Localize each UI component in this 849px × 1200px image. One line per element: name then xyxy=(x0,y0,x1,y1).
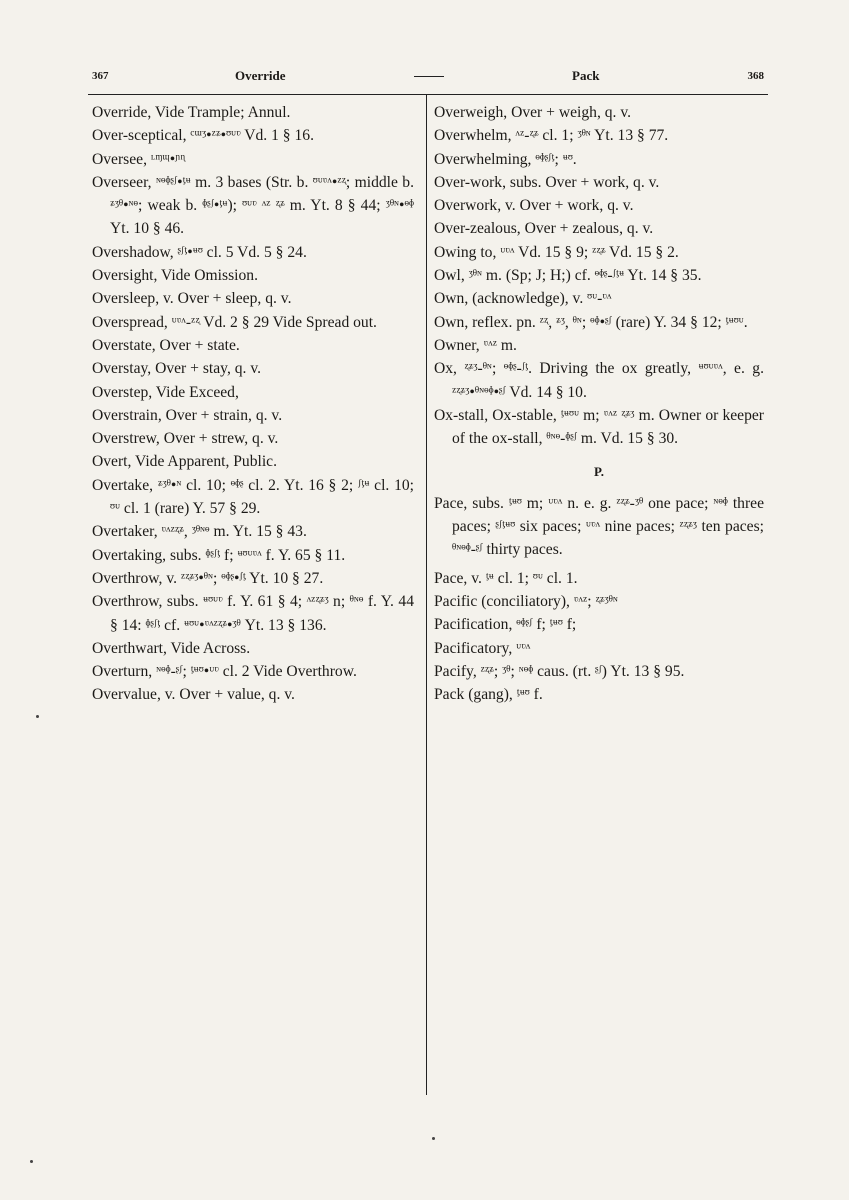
entry-pace-noun: Pace, subs. ᶵᶶᶷ m; ᶸᶹᶺ n. e. g. ᶻᶼᶽ-ᶾᶿ one pace; ᶰᶱᶲ three paces; ᶳᶴᶵᶶᶷ six paces; ᶸᶹᶺ nine paces; ᶻᶼᶽᶾ ten paces; ᶿᶰᶱᶲ-ᶳᶴ thirty paces. xyxy=(434,494,764,559)
entry-over-zealous: Over-zealous, Over + zealous, q. v. xyxy=(434,220,654,238)
entry-overthwart: Overthwart, Vide Across. xyxy=(92,639,251,657)
entry-pacify: Pacify, ᶻᶼᶽ; ᶾᶿ; ᶰᶱᶲ caus. (rt. ᶳᶴ) Yt. 13 § 95. xyxy=(434,662,685,680)
page-speck xyxy=(30,1160,33,1163)
entry-owing-to: Owing to, ᶸᶹᶺ Vd. 15 § 9; ᶻᶼᶽ Vd. 15 § 2. xyxy=(434,243,679,261)
page-speck xyxy=(36,715,39,718)
column-divider xyxy=(426,95,427,1095)
entry-overweigh: Overweigh, Over + weigh, q. v. xyxy=(434,104,632,121)
entry-overwhelming: Overwhelming, ᶱᶲᶳᶴᶵ; ᶶᶷ. xyxy=(434,150,577,168)
entry-overstay: Overstay, Over + stay, q. v. xyxy=(92,360,262,378)
entry-pacificatory: Pacificatory, ᶸᶹᶺ xyxy=(434,639,531,657)
left-column xyxy=(92,101,414,707)
entry-overtaking: Overtaking, subs. ᶲᶳᶴᶵ f; ᶶᶷᶸᶹᶺ f. Y. 65 § 11. xyxy=(92,546,346,564)
entry-over-sceptical: Over-sceptical, ᶜᵚᶾ•ᶻᶽ•ᶷᶸᶹ Vd. 1 § 16. xyxy=(92,127,314,145)
entry-overwhelm: Overwhelm, ᶺᶻ-ᶼᶽ cl. 1; ᶾᶿᶰ Yt. 13 § 77. xyxy=(434,127,669,145)
entry-overvalue: Overvalue, v. Over + value, q. v. xyxy=(92,686,295,704)
entry-oversight: Oversight, Vide Omission. xyxy=(92,267,258,285)
left-running-title: Override xyxy=(235,68,286,83)
entry-overthrow-noun: Overthrow, subs. ᶶᶷᶸᶹ f. Y. 61 § 4; ᶺᶻᶼᶽᶾ n; ᶿᶰᶱ f. Y. 44 § 14: ᶲᶳᶴᶵ cf. ᶶᶷᶸ•ᶹᶺᶻᶼᶽ•ᶾᶿ Yt. 13 § 136. xyxy=(92,593,414,634)
entry-oversleep: Oversleep, v. Over + sleep, q. v. xyxy=(92,290,292,308)
entry-overstrain: Overstrain, Over + strain, q. v. xyxy=(92,406,283,424)
header-rule xyxy=(88,94,768,95)
entry-overthrow-verb: Overthrow, v. ᶻᶼᶽᶾ•ᶿᶰ; ᶱᶲᶳ•ᶴᶵ Yt. 10 § 27. xyxy=(92,569,324,587)
entry-overseer: Overseer, ᶰᶱᶲᶳᶴ•ᶵᶶ m. 3 bases (Str. b. ᶷᶸᶹᶺ•ᶻᶼ; middle b. ᶽᶾᶿ•ᶰᶱ; weak b. ᶲᶳᶴ•ᶵᶶ); ᶷᶸᶹ ᶺᶻ ᶼᶽ m. Yt. 8 § 44; ᶾᶿᶰ•ᶱᶲ Yt. 10 § 46. xyxy=(92,173,414,238)
entry-pacification: Pacification, ᶱᶲᶳᶴ f; ᶵᶶᶷ f; xyxy=(434,616,577,634)
left-page-number: 367 xyxy=(92,70,109,82)
entry-overstate: Overstate, Over + state. xyxy=(92,336,240,354)
entry-overstep: Overstep, Vide Exceed, xyxy=(92,383,239,401)
page-header xyxy=(92,66,764,88)
entry-owner: Owner, ᶹᶺᶻ m. xyxy=(434,336,517,354)
entry-owl: Owl, ᶾᶿᶰ m. (Sp; J; H;) cf. ᶱᶲᶳ-ᶴᶵᶶ Yt. 14 § 35. xyxy=(434,267,702,285)
entry-oversee: Oversee, ᶫᶬᶭ•ᶮᶯ xyxy=(92,150,186,168)
entry-overturn: Overturn, ᶰᶱᶲ-ᶳᶴ; ᶵᶶᶷ•ᶸᶹ cl. 2 Vide Overthrow. xyxy=(92,663,357,681)
entry-overtaker: Overtaker, ᶹᶺᶻᶼᶽ, ᶾᶿᶰᶱ m. Yt. 15 § 43. xyxy=(92,523,307,541)
section-letter-p: P. xyxy=(594,464,604,480)
entry-overtake: Overtake, ᶽᶾᶿ•ᶰ cl. 10; ᶱᶲᶳ cl. 2. Yt. 16 § 2; ᶴᶵᶶ cl. 10; ᶷᶸ cl. 1 (rare) Y. 57 § 29. xyxy=(92,476,414,518)
entry-overshadow: Overshadow, ᶳᶴᶵ•ᶶᶷ cl. 5 Vd. 5 § 24. xyxy=(92,243,307,261)
entry-over-work: Over-work, subs. Over + work, q. v. xyxy=(434,173,660,191)
entry-pace-verb: Pace, v. ᶵᶶ cl. 1; ᶷᶸ cl. 1. xyxy=(434,569,578,587)
entry-overstrew: Overstrew, Over + strew, q. v. xyxy=(92,430,279,448)
entry-override: Override, Vide Trample; Annul. xyxy=(92,104,291,121)
header-dash xyxy=(414,76,444,77)
right-running-title: Pack xyxy=(572,68,600,83)
entry-own-reflexive: Own, reflex. pn. ᶻᶼ, ᶽᶾ, ᶿᶰ; ᶱᶲ•ᶳᶴ (rare) Y. 34 § 12; ᶵᶶᶷᶸ. xyxy=(434,313,748,331)
entry-overt: Overt, Vide Apparent, Public. xyxy=(92,453,277,471)
right-page-number: 368 xyxy=(747,70,764,82)
entry-ox: Ox, ᶼᶽᶾ-ᶿᶰ; ᶱᶲᶳ-ᶴᶵ. Driving the ox greatly, ᶶᶷᶸᶹᶺ, e. g. ᶻᶼᶽᶾ•ᶿᶰᶱᶲ•ᶳᶴ Vd. 14 § 10. xyxy=(434,360,764,401)
entry-overwork: Overwork, v. Over + work, q. v. xyxy=(434,197,634,215)
entry-own-acknowledge: Own, (acknowledge), v. ᶷᶸ-ᶹᶺ xyxy=(434,290,612,308)
entry-pacific: Pacific (conciliatory), ᶹᶺᶻ; ᶼᶽᶾᶿᶰ xyxy=(434,592,618,610)
entry-overspread: Overspread, ᶸᶹᶺ-ᶻᶼ Vd. 2 § 29 Vide Spread out. xyxy=(92,313,377,331)
page-speck xyxy=(432,1137,435,1140)
entry-pack-gang: Pack (gang), ᶵᶶᶷ f. xyxy=(434,686,543,704)
entry-ox-stall: Ox-stall, Ox-stable, ᶵᶶᶷᶸ m; ᶹᶺᶻ ᶼᶽᶾ m. Owner or keeper of the ox-stall, ᶿᶰᶱ-ᶲᶳᶴ m. Vd. 15 § 30. xyxy=(434,406,764,448)
right-column xyxy=(434,101,764,706)
